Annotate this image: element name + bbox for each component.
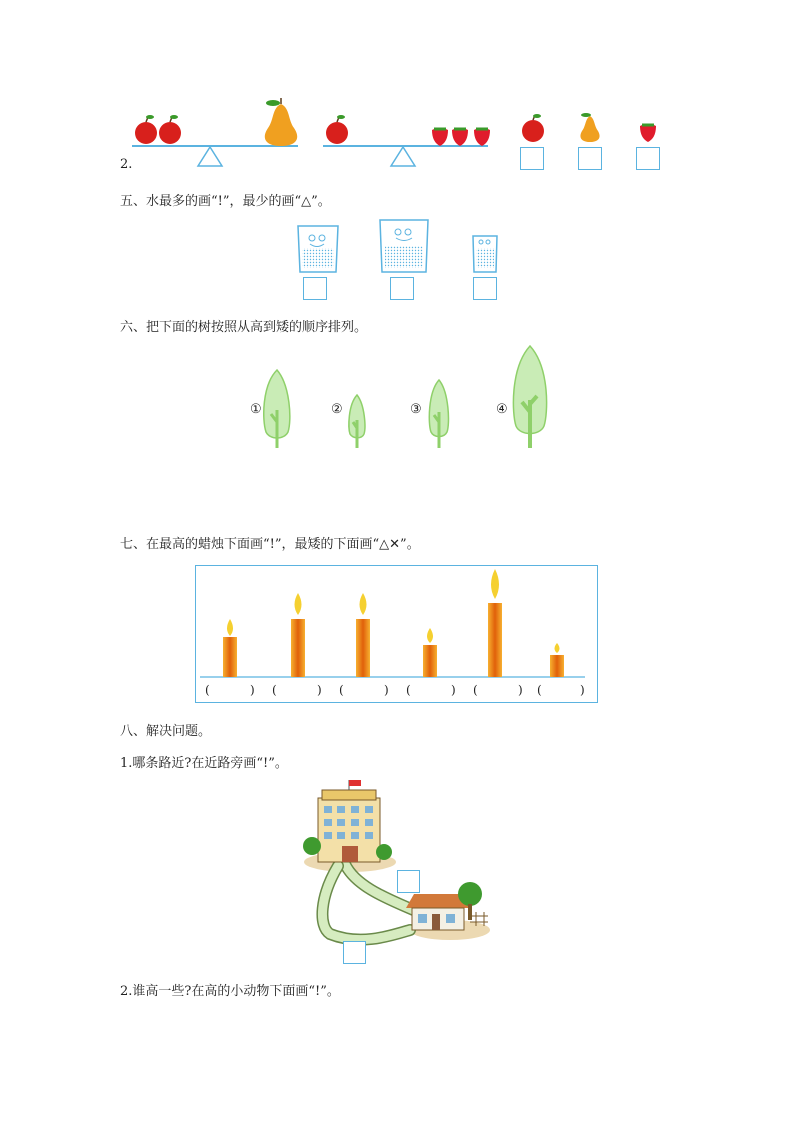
tree-label-1: ① xyxy=(250,402,262,417)
candle-5 xyxy=(488,569,502,677)
q6-title: 六、把下面的树按照从高到矮的顺序排列。 xyxy=(120,320,368,335)
tree-label-3: ③ xyxy=(410,402,422,417)
answer-box-pear[interactable] xyxy=(578,147,602,170)
paren-5-right: ) xyxy=(518,683,523,697)
cup-3 xyxy=(473,236,497,272)
candles-illustration xyxy=(0,565,793,705)
answer-box-apple[interactable] xyxy=(520,147,544,170)
scale-1 xyxy=(132,98,298,166)
candle-1 xyxy=(223,619,237,677)
q7-title: 七、在最高的蜡烛下面画“!”，最矮的下面画“△✕”。 xyxy=(120,537,420,552)
candle-3 xyxy=(356,593,370,677)
cup-2-answer-box[interactable] xyxy=(390,277,414,300)
q8-title: 八、解决问题。 xyxy=(120,724,212,739)
paren-2-right: ) xyxy=(317,683,322,697)
answer-fruits xyxy=(522,113,656,142)
paren-3-right: ) xyxy=(384,683,389,697)
answer-box-strawberry[interactable] xyxy=(636,147,660,170)
scale-2 xyxy=(323,115,490,166)
paren-6-left: ( xyxy=(537,683,542,697)
paren-4-right: ) xyxy=(451,683,456,697)
paren-4-left: ( xyxy=(406,683,411,697)
balance-scales-illustration xyxy=(0,0,793,180)
q8-sub2: 2.谁高一些?在高的小动物下面画“!”。 xyxy=(120,984,340,999)
cup-3-answer-box[interactable] xyxy=(473,277,497,300)
paren-5-left: ( xyxy=(473,683,478,697)
q8-sub1: 1.哪条路近?在近路旁画“!”。 xyxy=(120,756,288,771)
cup-1 xyxy=(298,226,338,272)
tree-label-4: ④ xyxy=(496,402,508,417)
cup-2 xyxy=(380,220,428,272)
item-number: 2. xyxy=(120,157,133,172)
paren-2-left: ( xyxy=(272,683,277,697)
cup-1-answer-box[interactable] xyxy=(303,277,327,300)
q5-title: 五、水最多的画“!”，最少的画“△”。 xyxy=(120,194,331,209)
tree-3 xyxy=(429,380,448,448)
trees-illustration xyxy=(0,340,793,460)
candle-4 xyxy=(423,628,437,677)
tree-4 xyxy=(513,346,546,448)
long-road-answer-box[interactable] xyxy=(343,941,366,964)
paren-1-left: ( xyxy=(205,683,210,697)
paren-3-left: ( xyxy=(339,683,344,697)
candle-2 xyxy=(291,593,305,677)
short-road-answer-box[interactable] xyxy=(397,870,420,893)
tree-1 xyxy=(264,370,290,448)
school-building xyxy=(303,780,392,862)
paren-1-right: ) xyxy=(250,683,255,697)
tree-label-2: ② xyxy=(331,402,343,417)
tree-2 xyxy=(349,395,365,448)
paren-6-right: ) xyxy=(580,683,585,697)
candle-6 xyxy=(550,643,564,677)
